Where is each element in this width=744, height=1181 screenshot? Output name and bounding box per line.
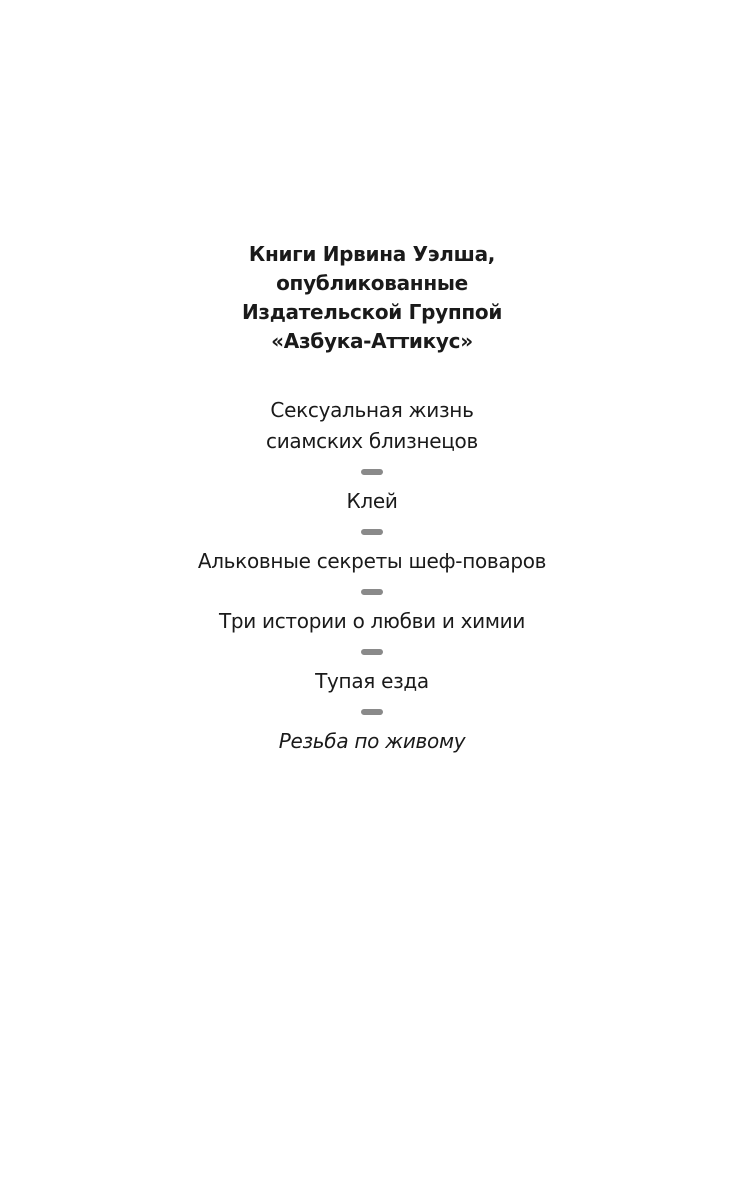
book-title-bedroom-secrets: [0, 546, 744, 577]
separator-dash: [361, 469, 383, 475]
book-title-glue: [0, 486, 744, 517]
book-title-line: сиамских близнецов: [266, 429, 478, 453]
book-title-line: Сексуальная жизнь: [270, 398, 474, 422]
heading-line: Книги Ирвина Уэлша,: [248, 242, 496, 266]
book-title-line: Три истории о любви и химии: [218, 609, 526, 633]
book-title-the-blade-artist: [0, 726, 744, 757]
heading-line: Издательской Группой: [241, 300, 503, 324]
heading-line: опубликованные: [276, 271, 468, 295]
heading-line: «Азбука-Аттикус»: [271, 329, 473, 353]
book-title-line: Тупая езда: [315, 669, 429, 693]
separator-dash: [361, 649, 383, 655]
separator-dash: [361, 589, 383, 595]
separator-dash: [361, 529, 383, 535]
separator-dash: [361, 709, 383, 715]
book-title-line: Клей: [346, 489, 398, 513]
book-title-three-stories: [0, 606, 744, 637]
book-title-filth: [0, 666, 744, 697]
book-title-line: Резьба по живому: [278, 729, 466, 753]
book-list: [0, 395, 744, 757]
page-heading: [0, 240, 744, 356]
book-title-line: Альковные секреты шеф-поваров: [197, 549, 547, 573]
book-title-siamese: [0, 395, 744, 457]
